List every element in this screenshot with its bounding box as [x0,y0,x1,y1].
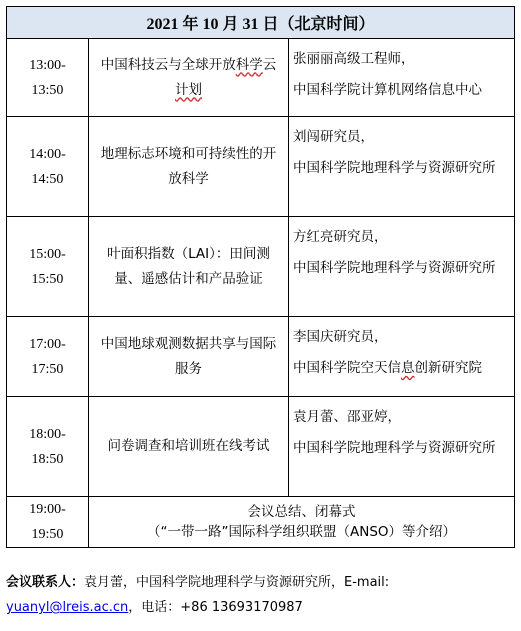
speaker-name: 袁月蕾、邵亚婷， [293,409,401,425]
date-header-row [7,7,515,39]
topic-text-wavy2: 计划 [175,81,202,98]
closing-line-2: （“一带一路”国际科学组织联盟（ANSO）等介绍） [147,524,457,540]
table-row [7,217,515,317]
time-end: 14:50 [31,171,64,187]
speaker-cell [289,39,515,117]
topic-cell: 地理标志环境和可持续性的开放科学 [89,117,289,217]
date-header: 2021 年 10 月 31 日（北京时间） [7,7,515,39]
speaker-org [293,356,510,381]
speaker-cell [289,217,515,317]
contact-phone: 电话：+86 13693170987 [141,600,303,615]
topic-text-wavy: 科学 [235,56,263,73]
time-end: 13:50 [31,82,64,98]
contact-label: 会议联系人： [6,575,85,590]
table-row [7,117,515,217]
speaker-name: 李国庆研究员， [293,329,388,345]
speaker-org-wavy: 息 [401,360,415,376]
contact-sep: ， [128,600,142,615]
topic-cell [89,39,289,117]
topic-cell: 叶面积指数（LAI）：田间测量、遥感估计和产品验证 [89,217,289,317]
time-end: 15:50 [31,271,64,287]
speaker-org: 中国科学院地理科学与资源研究所 [293,440,496,456]
contact-text: 袁月蕾，中国科学院地理科学与资源研究所，E-mail: [84,575,390,590]
time-start: 15:00- [29,246,66,262]
time-start: 17:00- [29,336,66,352]
table-row [7,317,515,397]
speaker-org-b: 创新研究院 [414,360,482,376]
topic-cell: 问卷调查和培训班在线考试 [89,397,289,497]
table-row [7,39,515,117]
contact-info [6,570,514,620]
speaker-name: 张丽丽高级工程师， [293,51,415,67]
speaker-cell [289,117,515,217]
time-cell [7,39,89,117]
time-start: 14:00- [29,146,66,162]
closing-cell [89,497,515,548]
time-start: 18:00- [29,426,66,442]
topic-cell: 中国地球观测数据共享与国际服务 [89,317,289,397]
time-cell [7,117,89,217]
speaker-org-a: 中国科学院空天信 [293,360,401,376]
table-row [7,397,515,497]
topic-text-a: 中国科技云与全球开放 [100,56,236,73]
speaker-cell [289,317,515,397]
time-end: 17:50 [31,361,64,377]
time-cell [7,397,89,497]
speaker-name: 刘闯研究员， [293,129,374,145]
time-cell [7,317,89,397]
topic-text-b: 云 [262,56,277,73]
closing-row [7,497,515,548]
closing-line-1: 会议总结、闭幕式 [247,504,356,520]
time-start: 19:00- [29,502,66,517]
time-start: 13:00- [29,57,66,73]
time-end: 18:50 [31,451,64,467]
speaker-cell [289,397,515,497]
email-link[interactable]: yuanyl@lreis.ac.cn [6,600,129,615]
speaker-org: 中国科学院计算机网络信息中心 [293,82,482,98]
time-end: 19:50 [31,527,64,542]
time-cell [7,497,89,548]
speaker-org: 中国科学院地理科学与资源研究所 [293,160,496,176]
time-cell [7,217,89,317]
speaker-org: 中国科学院地理科学与资源研究所 [293,260,496,276]
speaker-name: 方红亮研究员， [293,229,388,245]
schedule-table [6,6,515,548]
